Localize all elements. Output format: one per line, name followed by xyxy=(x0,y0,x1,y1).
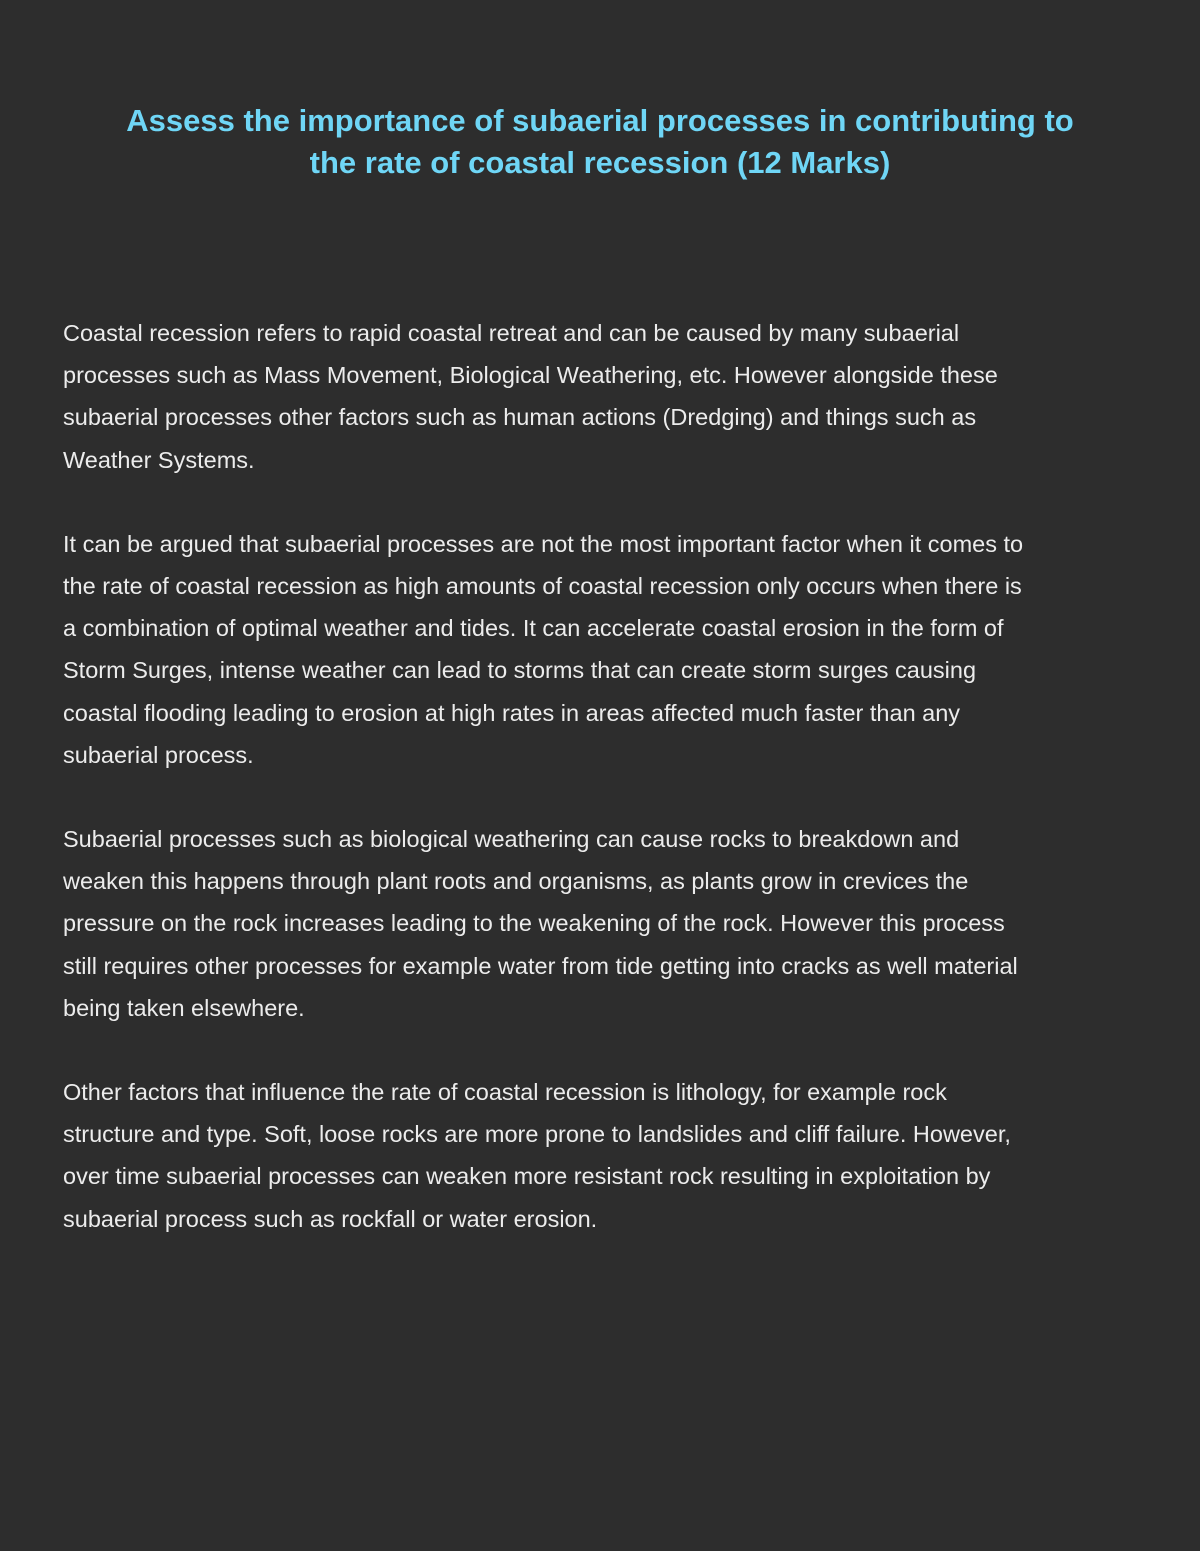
text-line: Weather Systems. xyxy=(63,446,255,473)
text-line: Coastal recession refers to rapid coastal retreat and can be caused by many subaerial xyxy=(63,320,960,346)
text-line: It can be argued that subaerial processes are not the most important factor when it comes to xyxy=(63,530,1024,557)
text-line: subaerial process such as rockfall or water erosion. xyxy=(63,1205,598,1232)
title-line: the rate of coastal recession (12 Marks) xyxy=(309,145,891,180)
text-line: processes such as Mass Movement, Biological Weathering, etc. However alongside these xyxy=(63,362,998,389)
text-line: Other factors that influence the rate of coastal recession is lithology, for example rock xyxy=(63,1079,947,1106)
text-line: a combination of optimal weather and tides. It can accelerate coastal erosion in the form of xyxy=(63,615,1004,642)
text-line: pressure on the rock increases leading to the weakening of the rock. However this process xyxy=(63,910,1005,937)
text-line: structure and type. Soft, loose rocks are more prone to landslides and cliff failure. However, xyxy=(63,1121,1011,1148)
text-line: coastal flooding leading to erosion at high rates in areas affected much faster than any xyxy=(63,699,961,726)
essay-body xyxy=(63,312,1143,1282)
text-line: Storm Surges, intense weather can lead to storms that can create storm surges causing xyxy=(63,657,977,684)
title-line: Assess the importance of subaerial processes in contributing to xyxy=(126,103,1074,138)
page-title xyxy=(40,100,1160,184)
text-line: subaerial processes other factors such as human actions (Dredging) and things such as xyxy=(63,404,977,431)
text-line: over time subaerial processes can weaken more resistant rock resulting in exploitation by xyxy=(63,1163,991,1190)
text-line: the rate of coastal recession as high amounts of coastal recession only occurs when there is xyxy=(63,573,1022,600)
paragraph-lithology xyxy=(63,1071,1143,1240)
text-line: still requires other processes for example water from tide getting into cracks as well material xyxy=(63,952,1018,979)
text-line: subaerial process. xyxy=(63,741,254,768)
paragraph-weather-argument xyxy=(63,523,1143,776)
paragraph-biological-weathering xyxy=(63,818,1143,1029)
text-line: Subaerial processes such as biological weathering can cause rocks to breakdown and xyxy=(63,826,960,853)
text-line: being taken elsewhere. xyxy=(63,994,305,1021)
paragraph-introduction xyxy=(63,312,1143,481)
text-line: weaken this happens through plant roots and organisms, as plants grow in crevices the xyxy=(63,868,969,895)
